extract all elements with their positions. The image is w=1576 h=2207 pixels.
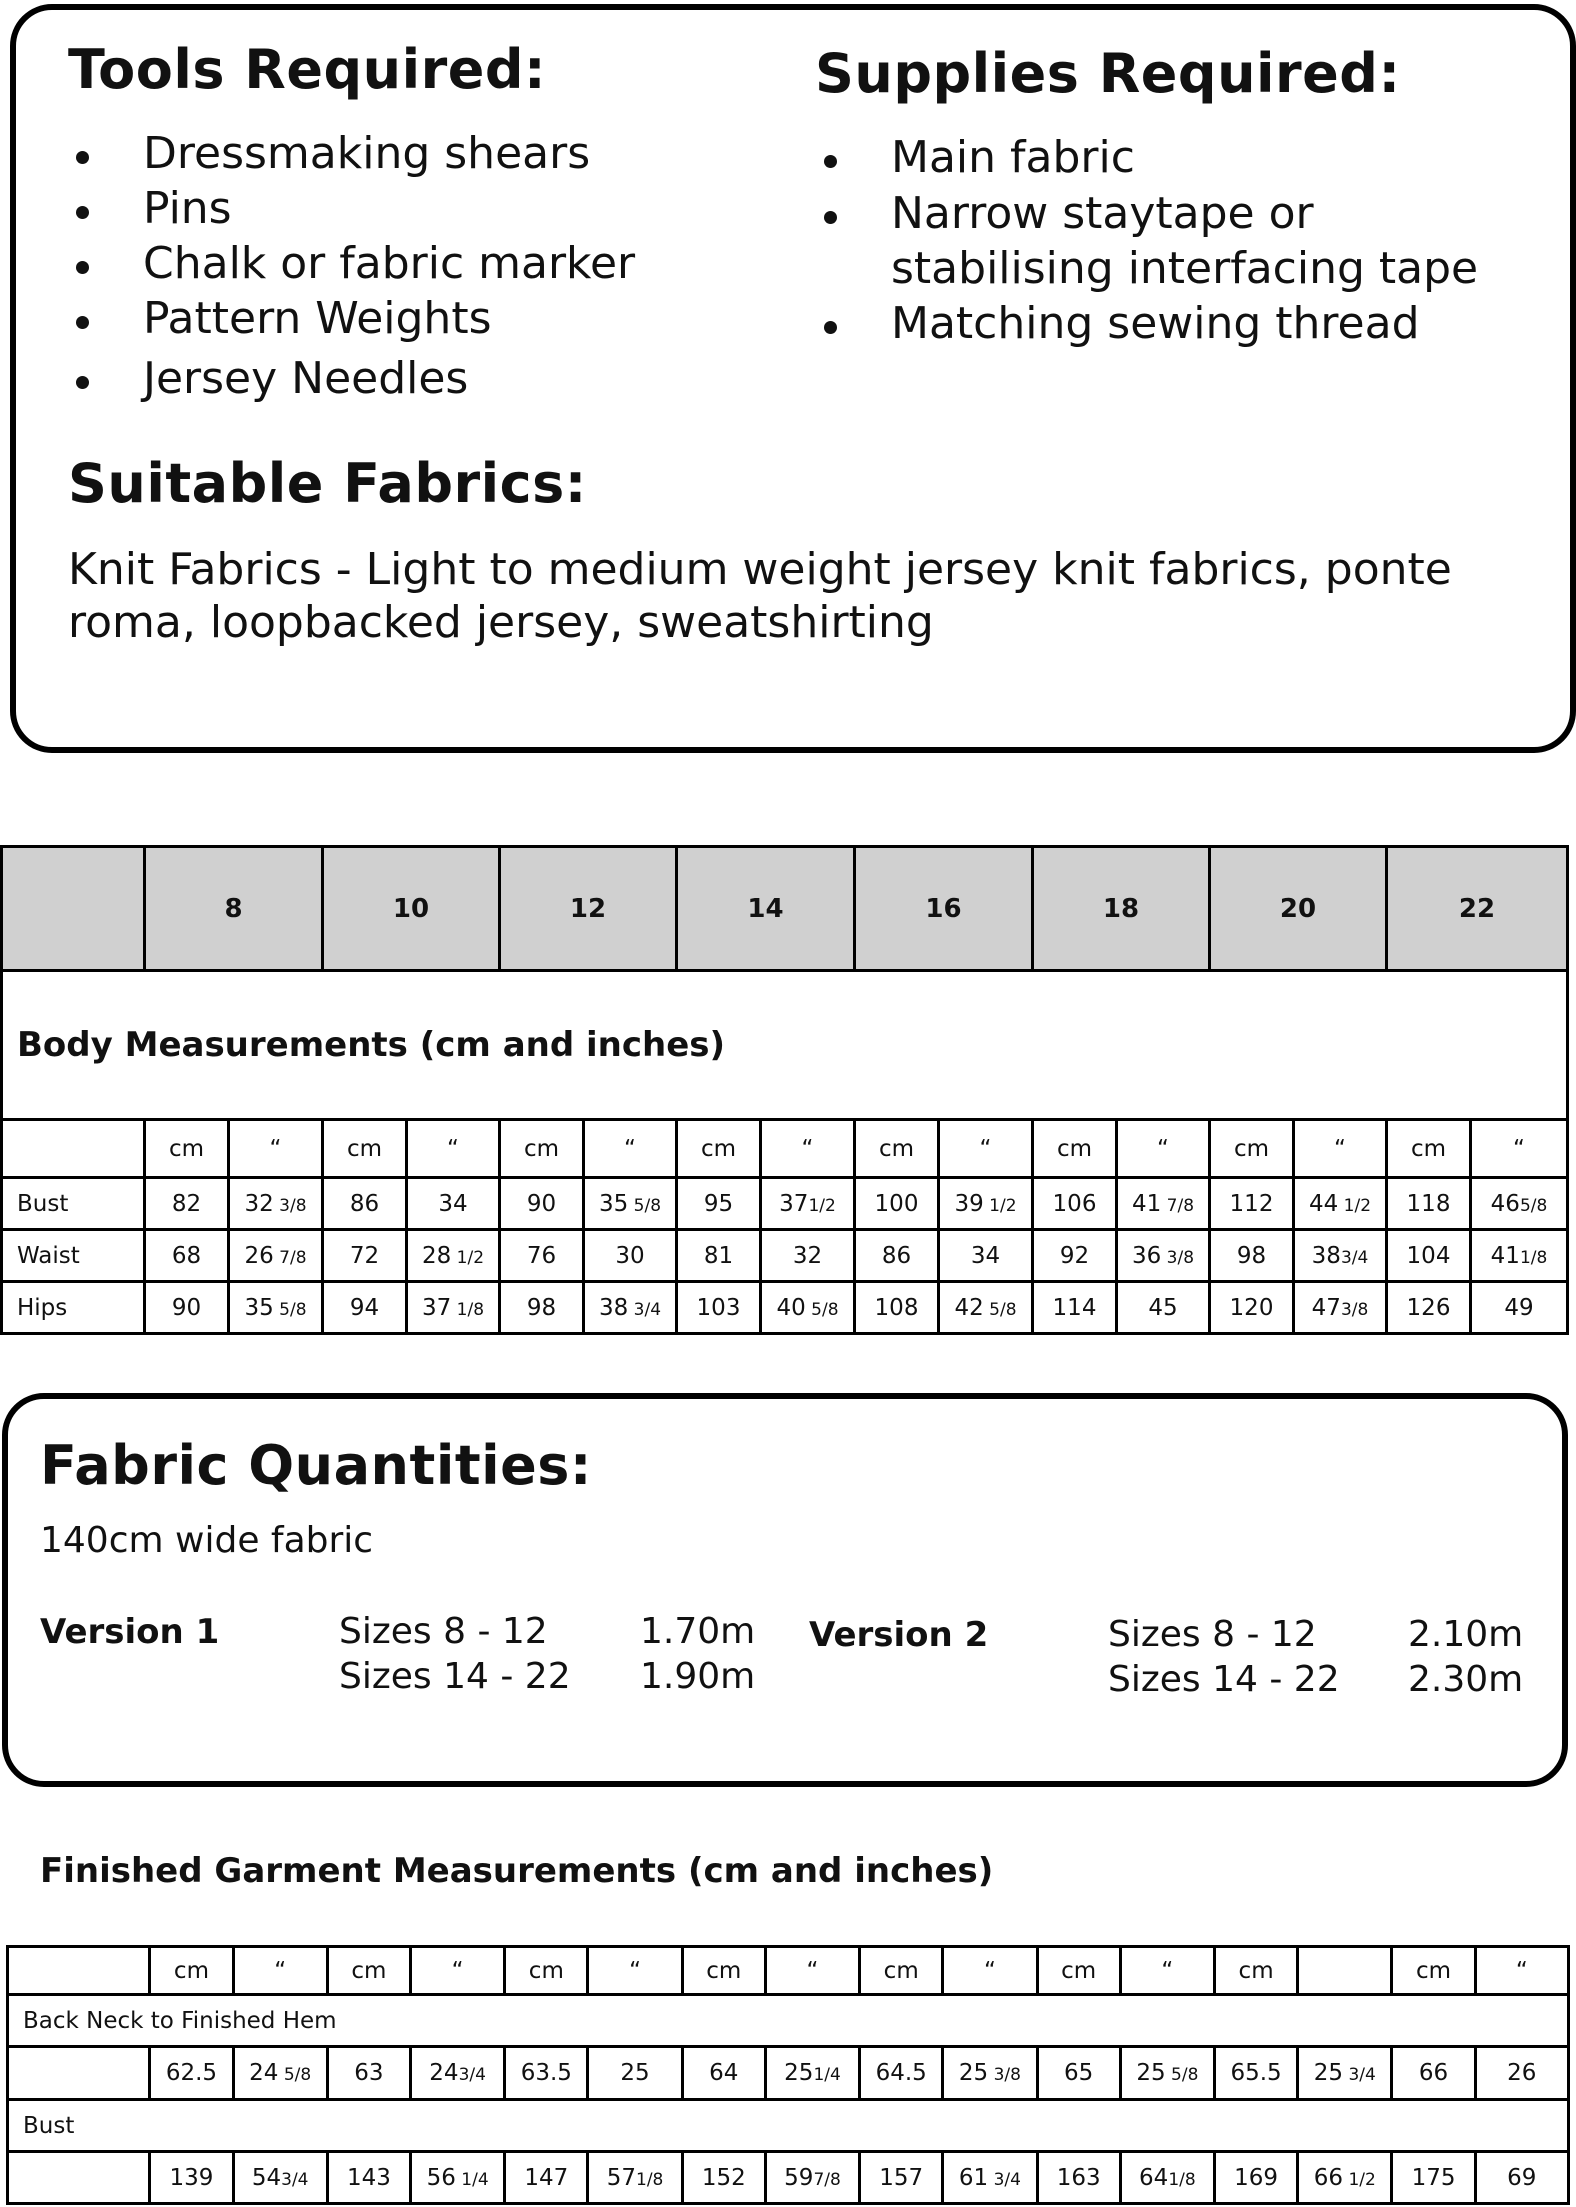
- cell-fraction: 5/8: [983, 1299, 1017, 1320]
- unit-header: cm: [855, 1120, 939, 1178]
- measurement-cell: [323, 1178, 407, 1230]
- cell-whole: 32: [792, 1242, 823, 1269]
- cell-fraction: 3/8: [988, 2065, 1021, 2085]
- cell-whole: 106: [1052, 1190, 1097, 1217]
- section-row: [8, 2100, 1569, 2152]
- cell-whole: 62.5: [165, 2060, 218, 2086]
- measurement-cell: [407, 1178, 500, 1230]
- measurement-cell: [233, 2047, 327, 2100]
- body-measurements-title: Body Measurements (cm and inches): [2, 971, 1568, 1120]
- bullet-icon: [824, 155, 837, 168]
- size-header-row: [2, 847, 1568, 971]
- measurement-cell: [761, 1230, 855, 1282]
- measurement-cell: [939, 1282, 1033, 1334]
- cell-fraction: 1/2: [451, 1247, 485, 1268]
- body-measurements-table: [0, 845, 1569, 1335]
- fabric-width: 140cm wide fabric: [40, 1520, 374, 1561]
- cell-whole: 139: [169, 2164, 214, 2191]
- unit-header: “: [939, 1120, 1033, 1178]
- measurement-cell: [943, 2152, 1037, 2204]
- unit-header: cm: [323, 1120, 407, 1178]
- cell-whole: 26: [1507, 2060, 1537, 2086]
- units-label-empty: [8, 1947, 150, 1995]
- unit-header: cm: [150, 1947, 233, 1995]
- cell-whole: 38: [1311, 1242, 1341, 1269]
- cell-whole: 64: [709, 2060, 739, 2086]
- cell-whole: 64: [1139, 2164, 1169, 2191]
- cell-fraction: 7/8: [1161, 1195, 1195, 1216]
- cell-whole: 46: [1490, 1190, 1520, 1217]
- bullet-icon: [76, 206, 89, 219]
- measurement-cell: [1294, 1178, 1387, 1230]
- cell-whole: 47: [1311, 1294, 1341, 1321]
- unit-header: cm: [677, 1120, 761, 1178]
- tools-item: Jersey Needles: [143, 353, 469, 404]
- unit-header: “: [411, 1947, 505, 1995]
- cell-whole: 66: [1313, 2164, 1344, 2191]
- section-label: Bust: [8, 2100, 1569, 2152]
- measurement-cell: [407, 1282, 500, 1334]
- table-row: [2, 1282, 1568, 1334]
- cell-whole: 86: [881, 1242, 912, 1269]
- cell-whole: 118: [1406, 1190, 1451, 1217]
- size-header-empty: [2, 847, 145, 971]
- body-title-row: [2, 971, 1568, 1120]
- cell-fraction: 3/8: [273, 1195, 307, 1216]
- measurement-cell: [411, 2152, 505, 2204]
- measurement-cell: [1294, 1282, 1387, 1334]
- version2-label: Version 2: [809, 1615, 989, 1655]
- unit-header: cm: [1214, 1947, 1297, 1995]
- measurement-cell: [407, 1230, 500, 1282]
- cell-whole: 42: [954, 1294, 984, 1321]
- measurement-cell: [588, 2152, 682, 2204]
- finished-title: Finished Garment Measurements (cm and inches): [40, 1851, 994, 1891]
- cell-fraction: 5/8: [278, 2065, 312, 2085]
- version1-qty: 1.90m: [640, 1656, 756, 1697]
- cell-fraction: 1/4: [455, 2169, 489, 2190]
- size-header: 20: [1210, 847, 1387, 971]
- cell-whole: 95: [703, 1190, 734, 1217]
- supplies-item: stabilising interfacing tape: [891, 243, 1479, 294]
- measurement-cell: [327, 2152, 410, 2204]
- measurement-cell: [677, 1178, 761, 1230]
- unit-header: cm: [1387, 1120, 1471, 1178]
- cell-whole: 41: [1490, 1242, 1520, 1269]
- unit-header: “: [584, 1120, 677, 1178]
- version2-sizes: Sizes 14 - 22: [1108, 1659, 1340, 1700]
- cell-fraction: 5/8: [805, 1299, 839, 1320]
- cell-whole: 56: [426, 2164, 456, 2191]
- unit-header: “: [1475, 1947, 1568, 1995]
- cell-fraction: 7/8: [813, 2169, 841, 2190]
- cell-whole: 175: [1411, 2164, 1456, 2191]
- finished-measurements-table: [6, 1945, 1570, 2205]
- cell-fraction: 1/8: [636, 2169, 664, 2190]
- supplies-item: Main fabric: [891, 132, 1135, 183]
- cell-fraction: 1/2: [983, 1195, 1017, 1216]
- cell-whole: 114: [1052, 1294, 1097, 1321]
- measurement-cell: [943, 2047, 1037, 2100]
- unit-header: cm: [1037, 1947, 1120, 1995]
- units-label-empty: [2, 1120, 145, 1178]
- measurement-cell: [1392, 2152, 1475, 2204]
- unit-header: cm: [505, 1947, 588, 1995]
- cell-whole: 25: [958, 2060, 989, 2086]
- cell-whole: 26: [244, 1242, 274, 1269]
- row-label: [8, 2047, 150, 2100]
- measurement-cell: [1037, 2152, 1120, 2204]
- cell-whole: 76: [526, 1242, 557, 1269]
- size-header: 14: [677, 847, 855, 971]
- cell-whole: 41: [1131, 1190, 1162, 1217]
- cell-whole: 103: [696, 1294, 741, 1321]
- unit-header: “: [588, 1947, 682, 1995]
- row-label: [8, 2152, 150, 2204]
- size-header: 12: [500, 847, 677, 971]
- cell-fraction: 3/4: [1340, 1247, 1369, 1268]
- unit-header: “: [943, 1947, 1037, 1995]
- unit-header: “: [1471, 1120, 1568, 1178]
- measurement-cell: [233, 2152, 327, 2204]
- cell-fraction: 3/8: [1161, 1247, 1195, 1268]
- measurement-cell: [229, 1230, 323, 1282]
- unit-header: “: [1117, 1120, 1210, 1178]
- unit-header: “: [761, 1120, 855, 1178]
- cell-whole: 64.5: [875, 2060, 927, 2086]
- unit-header: cm: [327, 1947, 410, 1995]
- measurement-cell: [1387, 1178, 1471, 1230]
- cell-whole: 126: [1406, 1294, 1451, 1321]
- unit-header: “: [407, 1120, 500, 1178]
- version1-label: Version 1: [40, 1612, 220, 1652]
- tools-item: Dressmaking shears: [143, 128, 591, 179]
- tools-title: Tools Required:: [68, 38, 547, 101]
- cell-whole: 169: [1234, 2164, 1279, 2191]
- cell-whole: 90: [526, 1190, 557, 1217]
- cell-fraction: 1/8: [1519, 1247, 1548, 1268]
- measurement-cell: [1475, 2152, 1568, 2204]
- cell-whole: 35: [244, 1294, 274, 1321]
- measurement-cell: [150, 2152, 233, 2204]
- measurement-cell: [765, 2152, 859, 2204]
- cell-fraction: 3/4: [988, 2169, 1021, 2190]
- supplies-item: Narrow staytape or: [891, 188, 1314, 239]
- size-header: 16: [855, 847, 1033, 971]
- cell-fraction: 7/8: [273, 1247, 307, 1268]
- cell-fraction: 3/8: [1340, 1299, 1369, 1320]
- measurement-cell: [1471, 1230, 1568, 1282]
- cell-fraction: 1/2: [808, 1195, 836, 1216]
- cell-whole: 36: [1131, 1242, 1162, 1269]
- unit-header: cm: [145, 1120, 229, 1178]
- supplies-item: Matching sewing thread: [891, 298, 1420, 349]
- measurement-cell: [1033, 1178, 1117, 1230]
- cell-whole: 30: [615, 1242, 645, 1269]
- unit-header: cm: [1033, 1120, 1117, 1178]
- measurement-cell: [323, 1230, 407, 1282]
- measurement-cell: [1387, 1282, 1471, 1334]
- measurement-cell: [1210, 1282, 1294, 1334]
- version2-qty: 2.10m: [1408, 1614, 1524, 1655]
- unit-header: cm: [1392, 1947, 1475, 1995]
- cell-whole: 45: [1148, 1294, 1178, 1321]
- measurement-cell: [145, 1282, 229, 1334]
- bullet-icon: [76, 316, 89, 329]
- section-row: [8, 1995, 1569, 2047]
- measurement-cell: [855, 1178, 939, 1230]
- cell-whole: 104: [1406, 1242, 1451, 1269]
- cell-whole: 49: [1504, 1294, 1534, 1321]
- cell-whole: 61: [958, 2164, 989, 2191]
- measurement-cell: [1120, 2152, 1214, 2204]
- cell-whole: 72: [349, 1242, 380, 1269]
- cell-whole: 25: [1136, 2060, 1166, 2086]
- cell-whole: 24: [429, 2060, 459, 2086]
- measurement-cell: [855, 1230, 939, 1282]
- row-label: Waist: [2, 1230, 145, 1282]
- cell-whole: 34: [970, 1242, 1001, 1269]
- measurement-cell: [145, 1178, 229, 1230]
- cell-whole: 98: [1236, 1242, 1267, 1269]
- version1-qty: 1.70m: [640, 1611, 756, 1652]
- measurement-cell: [411, 2047, 505, 2100]
- measurement-cell: [505, 2047, 588, 2100]
- cell-fraction: 3/4: [281, 2169, 309, 2190]
- measurement-cell: [327, 2047, 410, 2100]
- tools-item: Pins: [143, 183, 232, 234]
- measurement-cell: [588, 2047, 682, 2100]
- cell-whole: 44: [1308, 1190, 1339, 1217]
- unit-header: [1298, 1947, 1392, 1995]
- cell-whole: 25: [784, 2060, 814, 2086]
- measurement-cell: [1471, 1282, 1568, 1334]
- measurement-cell: [1471, 1178, 1568, 1230]
- cell-fraction: 5/8: [1165, 2065, 1199, 2085]
- cell-fraction: 1/8: [451, 1299, 485, 1320]
- cell-fraction: 1/2: [1343, 2169, 1376, 2190]
- measurement-cell: [939, 1230, 1033, 1282]
- measurement-cell: [1120, 2047, 1214, 2100]
- cell-whole: 34: [438, 1190, 468, 1217]
- fabrics-title: Suitable Fabrics:: [68, 452, 587, 515]
- measurement-cell: [1037, 2047, 1120, 2100]
- measurement-cell: [677, 1282, 761, 1334]
- measurement-cell: [1387, 1230, 1471, 1282]
- cell-whole: 143: [346, 2164, 391, 2191]
- measurement-cell: [855, 1282, 939, 1334]
- cell-whole: 40: [776, 1294, 806, 1321]
- quantities-title: Fabric Quantities:: [40, 1434, 593, 1497]
- units-row: [8, 1947, 1569, 1995]
- tools-item: Chalk or fabric marker: [143, 238, 636, 289]
- cell-whole: 32: [244, 1190, 274, 1217]
- fabrics-text-line1: Knit Fabrics - Light to medium weight jersey knit fabrics, ponte: [68, 544, 1452, 595]
- cell-whole: 25: [1313, 2060, 1344, 2086]
- cell-whole: 94: [349, 1294, 380, 1321]
- measurement-cell: [939, 1178, 1033, 1230]
- cell-whole: 35: [598, 1190, 629, 1217]
- measurement-cell: [1214, 2152, 1297, 2204]
- measurement-cell: [1298, 2047, 1392, 2100]
- cell-whole: 81: [703, 1242, 734, 1269]
- cell-whole: 37: [779, 1190, 809, 1217]
- cell-whole: 157: [879, 2164, 924, 2191]
- cell-fraction: 3/4: [458, 2065, 486, 2085]
- cell-whole: 63: [354, 2060, 384, 2086]
- measurement-cell: [500, 1230, 584, 1282]
- measurement-cell: [584, 1230, 677, 1282]
- cell-whole: 68: [171, 1242, 202, 1269]
- measurement-cell: [505, 2152, 588, 2204]
- version2-sizes: Sizes 8 - 12: [1108, 1614, 1317, 1655]
- measurement-cell: [500, 1282, 584, 1334]
- measurement-cell: [761, 1178, 855, 1230]
- version2-qty: 2.30m: [1408, 1659, 1524, 1700]
- cell-fraction: 3/4: [628, 1299, 662, 1320]
- measurement-cell: [1033, 1230, 1117, 1282]
- measurement-cell: [145, 1230, 229, 1282]
- bullet-icon: [76, 376, 89, 389]
- measurement-cell: [677, 1230, 761, 1282]
- unit-header: cm: [860, 1947, 943, 1995]
- size-header: 10: [323, 847, 500, 971]
- cell-whole: 82: [171, 1190, 202, 1217]
- measurement-cell: [584, 1178, 677, 1230]
- measurement-cell: [229, 1282, 323, 1334]
- cell-fraction: 1/4: [813, 2065, 841, 2085]
- bullet-icon: [824, 211, 837, 224]
- measurement-cell: [1214, 2047, 1297, 2100]
- section-label: Back Neck to Finished Hem: [8, 1995, 1569, 2047]
- cell-whole: 63.5: [520, 2060, 572, 2086]
- measurement-cell: [1210, 1178, 1294, 1230]
- unit-header: cm: [1210, 1120, 1294, 1178]
- unit-header: “: [1294, 1120, 1387, 1178]
- cell-whole: 92: [1059, 1242, 1090, 1269]
- cell-whole: 86: [349, 1190, 380, 1217]
- cell-whole: 25: [620, 2060, 650, 2086]
- cell-whole: 108: [874, 1294, 919, 1321]
- unit-header: “: [233, 1947, 327, 1995]
- measurement-cell: [1294, 1230, 1387, 1282]
- measurement-cell: [761, 1282, 855, 1334]
- cell-whole: 59: [784, 2164, 814, 2191]
- cell-whole: 65.5: [1230, 2060, 1282, 2086]
- measurement-cell: [584, 1282, 677, 1334]
- cell-whole: 147: [524, 2164, 569, 2191]
- cell-whole: 100: [874, 1190, 919, 1217]
- measurement-cell: [682, 2047, 765, 2100]
- measurement-cell: [500, 1178, 584, 1230]
- unit-header: “: [229, 1120, 323, 1178]
- measurement-cell: [1117, 1230, 1210, 1282]
- unit-header: cm: [500, 1120, 584, 1178]
- measurement-cell: [150, 2047, 233, 2100]
- size-header: 18: [1033, 847, 1210, 971]
- cell-whole: 98: [526, 1294, 557, 1321]
- cell-fraction: 5/8: [628, 1195, 662, 1216]
- cell-whole: 24: [249, 2060, 279, 2086]
- row-label: Hips: [2, 1282, 145, 1334]
- cell-whole: 65: [1064, 2060, 1094, 2086]
- cell-whole: 54: [251, 2164, 282, 2191]
- version1-sizes: Sizes 8 - 12: [339, 1611, 548, 1652]
- bullet-icon: [76, 261, 89, 274]
- cell-whole: 57: [606, 2164, 637, 2191]
- measurement-cell: [1392, 2047, 1475, 2100]
- fabrics-text-line2: roma, loopbacked jersey, sweatshirting: [68, 597, 934, 648]
- cell-whole: 69: [1507, 2164, 1537, 2191]
- cell-fraction: 5/8: [273, 1299, 307, 1320]
- unit-header: “: [1120, 1947, 1214, 1995]
- measurement-cell: [1210, 1230, 1294, 1282]
- cell-whole: 66: [1418, 2060, 1449, 2086]
- measurement-cell: [682, 2152, 765, 2204]
- measurement-cell: [1117, 1178, 1210, 1230]
- measurement-cell: [765, 2047, 859, 2100]
- cell-whole: 112: [1229, 1190, 1274, 1217]
- table-row: [2, 1230, 1568, 1282]
- cell-whole: 152: [701, 2164, 746, 2191]
- cell-whole: 38: [598, 1294, 629, 1321]
- measurement-cell: [1117, 1282, 1210, 1334]
- cell-whole: 37: [421, 1294, 452, 1321]
- cell-fraction: 1/2: [1338, 1195, 1372, 1216]
- row-label: Bust: [2, 1178, 145, 1230]
- cell-fraction: 1/8: [1168, 2169, 1196, 2190]
- cell-whole: 39: [954, 1190, 984, 1217]
- version1-sizes: Sizes 14 - 22: [339, 1656, 571, 1697]
- cell-whole: 120: [1229, 1294, 1274, 1321]
- table-row: [2, 1178, 1568, 1230]
- unit-header: cm: [682, 1947, 765, 1995]
- table-row: [8, 2152, 1569, 2204]
- measurement-cell: [229, 1178, 323, 1230]
- measurement-cell: [323, 1282, 407, 1334]
- size-header: 8: [145, 847, 323, 971]
- bullet-icon: [76, 151, 89, 164]
- cell-whole: 163: [1056, 2164, 1101, 2191]
- cell-whole: 90: [171, 1294, 202, 1321]
- tools-item: Pattern Weights: [143, 293, 492, 344]
- measurement-cell: [1298, 2152, 1392, 2204]
- supplies-title: Supplies Required:: [815, 42, 1401, 105]
- table-row: [8, 2047, 1569, 2100]
- measurement-cell: [860, 2047, 943, 2100]
- cell-fraction: 3/4: [1343, 2065, 1376, 2085]
- bullet-icon: [824, 321, 837, 334]
- units-row: [2, 1120, 1568, 1178]
- cell-fraction: 5/8: [1519, 1195, 1548, 1216]
- measurement-cell: [1475, 2047, 1568, 2100]
- cell-whole: 28: [421, 1242, 452, 1269]
- size-header: 22: [1387, 847, 1568, 971]
- measurement-cell: [860, 2152, 943, 2204]
- unit-header: “: [765, 1947, 859, 1995]
- measurement-cell: [1033, 1282, 1117, 1334]
